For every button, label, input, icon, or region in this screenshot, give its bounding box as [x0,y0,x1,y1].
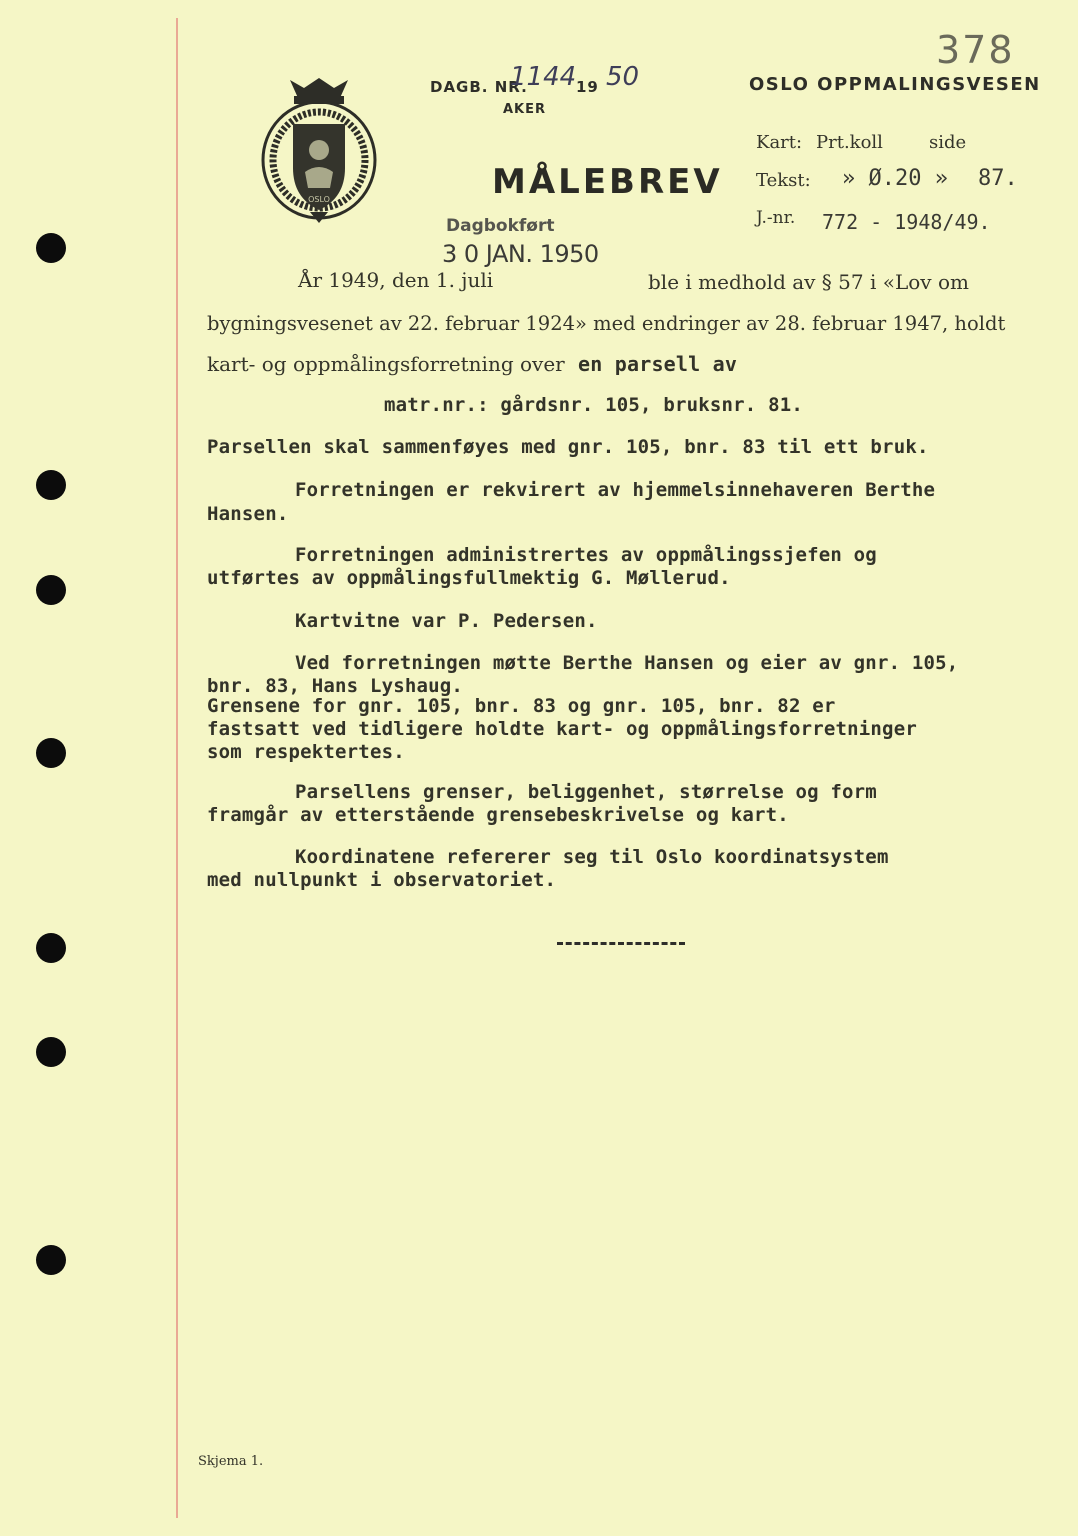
kart-label: Kart: [756,132,803,153]
dagb-year-printed: 19 [576,78,599,96]
paragraph-attendance-3: Grensene for gnr. 105, bnr. 83 og gnr. 105, bnr. 82 er [207,695,836,717]
punch-hole [36,1037,66,1067]
page-number: 378 [936,28,1015,72]
paragraph-merge: Parsellen skal sammenføyes med gnr. 105, bnr. 83 til ett bruk. [207,436,929,458]
dagb-label: DAGB. NR. [430,78,528,96]
punch-hole [36,575,66,605]
punch-hole [36,233,66,263]
paragraph-coordinates-1: Koordinatene refererer seg til Oslo koordinatsystem [295,846,889,868]
paragraph-attendance-4: fastsatt ved tidligere holdte kart- og oppmålingsforretninger [207,718,917,740]
paragraph-witness: Kartvitne var P. Pedersen. [295,610,598,632]
tekst-label: Tekst: [756,170,811,191]
body-line-2: bygningsvesenet av 22. februar 1924» med endringer av 28. februar 1947, holdt [207,312,1006,335]
paragraph-attendance-1: Ved forretningen møtte Berthe Hansen og eier av gnr. 105, [295,652,959,674]
matr-line: matr.nr.: gårdsnr. 105, bruksnr. 81. [384,394,804,416]
protokoll-label: Prt.koll [816,132,883,153]
paragraph-attendance-5: som respektertes. [207,741,405,763]
form-number: Skjema 1. [198,1454,264,1469]
body-line-1a: År 1949, den 1. juli [298,268,494,292]
punch-hole [36,1245,66,1275]
paragraph-admin-1: Forretningen administrertes av oppmålingssjefen og [295,544,877,566]
paragraph-attendance-2: bnr. 83, Hans Lyshaug. [207,675,464,697]
paragraph-admin-2: utførtes av oppmålingsfullmektig G. Møllerud. [207,567,731,589]
body-line-3b: en parsell av [578,352,738,376]
punch-hole [36,738,66,768]
paragraph-boundaries-2: framgår av etterstående grensebeskrivelse og kart. [207,804,789,826]
paragraph-requisition-2: Hansen. [207,503,289,525]
stamp-date: 3 0 JAN. 1950 [442,240,599,268]
dagb-number-handwritten: 1144 [510,62,577,92]
dagb-year-handwritten: 50 [606,62,640,92]
punch-hole [36,470,66,500]
jnr-label: J.-nr. [756,208,796,228]
jnr-value: 772 - 1948/49. [822,210,991,234]
body-line-1b: ble i medhold av § 57 i «Lov om [648,270,969,294]
coat-of-arms-seal [260,76,378,224]
side-label: side [929,132,967,153]
paragraph-boundaries-1: Parsellens grenser, beliggenhet, størrelse og form [295,781,877,803]
paragraph-requisition-1: Forretningen er rekvirert av hjemmelsinnehaveren Berthe [295,479,936,501]
document-title: MÅLEBREV [492,162,723,202]
office-name: OSLO OPPMALINGSVESEN [749,74,1041,95]
body-line-3a: kart- og oppmålingsforretning over [207,352,565,376]
tekst-value: » Ø.20 » [842,166,948,191]
closing-dash-rule [557,942,685,945]
seal-lettering: OSLO [308,195,330,204]
tekst-page: 87. [978,166,1018,191]
paragraph-coordinates-2: med nullpunkt i observatoriet. [207,869,557,891]
aker-label: AKER [503,102,547,117]
margin-rule [176,18,178,1518]
stamp-label: Dagbokført [446,216,555,236]
punch-hole [36,933,66,963]
